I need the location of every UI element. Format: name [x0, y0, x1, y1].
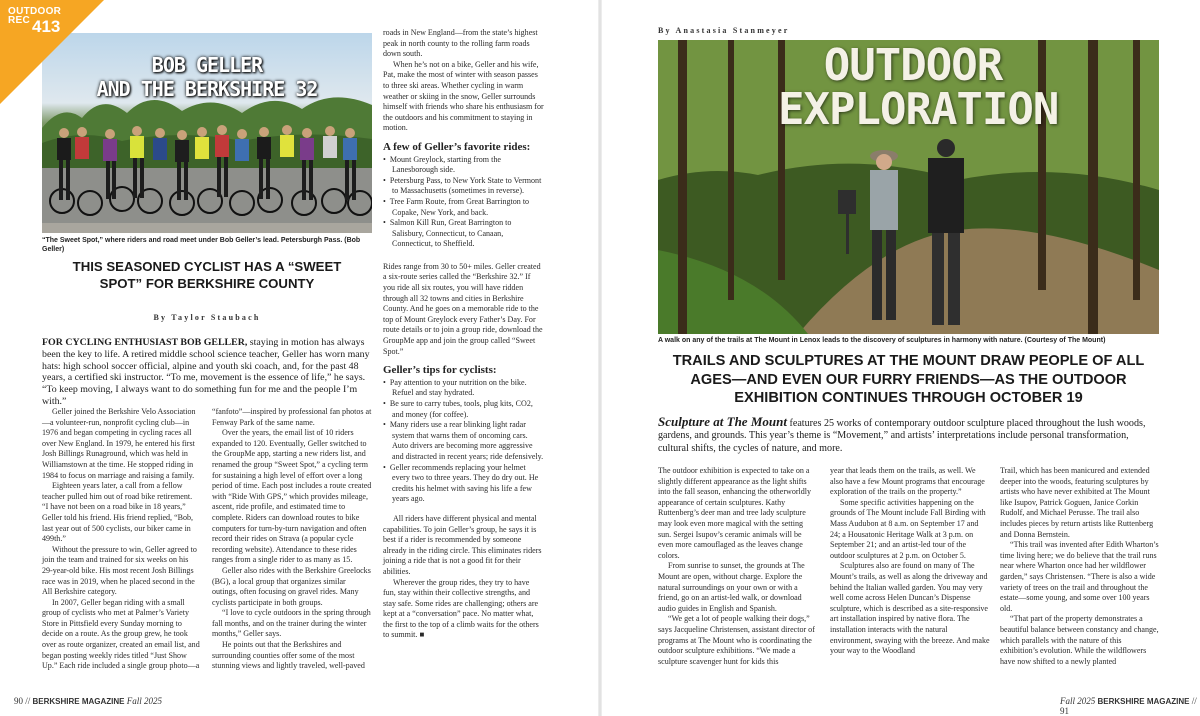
- favorites-item-text: Mount Greylock, starting from the Lanesborough side.: [389, 154, 501, 175]
- left-footer-issue: Fall 2025: [126, 696, 163, 706]
- right-col2-para: Some specific activities happening on the grounds of The Mount include Fall Birding with Mass Audubon at 8 a.m. on September 17 and 24; a Housatonic Heritage Walk at 3 p.m. on September 21; and an artist-led tour of the outdoor sculptures at 2 p.m. on October 5.: [830, 497, 986, 560]
- favorites-item-text: Petersburg Pass, to New York State to Vermont to Massachusetts (sometimes in reverse).: [389, 175, 542, 196]
- tab-label-line1: OUTDOOR: [8, 6, 62, 17]
- right-headline: [658, 352, 1159, 408]
- favorites-item-text: Salmon Kill Run, Great Barrington to Salisbury, Connecticut, to Canaan, Connecticut, to Sheffield.: [389, 218, 512, 249]
- right-column-3: [1000, 466, 1160, 667]
- left-col2-para: “fanfoto”—inspired by professional fan photos at Fenway Park of the same name.: [212, 407, 372, 427]
- tips-item-text: Be sure to carry tubes, tools, plug kits, CO2, and money (for coffee).: [389, 399, 533, 419]
- left-col2-para: Geller also rides with the Berkshire Greelocks (BG), a local group that organizes similar outings, often focusing on gravel rides. Many cyclists participate in both groups.: [212, 565, 371, 607]
- tab-label-line2: REC: [8, 15, 31, 26]
- tips-item-text: Geller recommends replacing your helmet every two to three years. They do dry out. He credits his helmet with saving his life a few years ago.: [389, 462, 539, 504]
- right-lede-text: features 25 works of contemporary outdoor sculpture placed throughout the lush woods, gardens, and grounds. This year’s theme is “Movement,” and artists’ interpretations include personal transformation, cultural shifts, the cycles of nature, and more.: [658, 418, 1146, 454]
- spread-gutter: [598, 0, 602, 716]
- tips-item-text: Many riders use a rear blinking light radar system that warns them of oncoming cars. Auto drivers are becoming more aggressive and distracted in recent years; ride defensively.: [389, 420, 544, 461]
- right-headline-line1: TRAILS AND SCULPTURES AT THE MOUNT DRAW PEOPLE OF ALL: [672, 353, 1145, 369]
- right-footer: Fall 2025 BERKSHIRE MAGAZINE // 91: [1060, 696, 1197, 716]
- left-column-1: [42, 407, 200, 672]
- left-lede: [42, 337, 372, 408]
- favorites-item-text: Tree Farm Route, from Great Barrington to Copake, New York, and back.: [389, 196, 530, 217]
- favorites-item: • Petersburg Pass, to New York State to Vermont to Massachusetts (sometimes in reverse).: [383, 175, 542, 196]
- left-lede-text: staying in motion has always been the key to life. A retired middle school science teacher, Geller has worn many hats: high school soccer official, alpine and youth ski coach, and, for the past 48 years, a certified ski instructor. “To me, movement is the essence of life,” he says. “To keep moving, I always want to do something fun for me and the people I’m with.”: [42, 337, 370, 407]
- left-col1-para: In 2007, Geller began riding with a small group of cyclists who met at Palmer’s Variety Store in Pittsfield every Sunday morning to decide on a route. As the group grew, he took over as route organizer, created an email list, and began posting weekly rides titled “Just Show Up.” Each ride included a single group photo—a: [42, 597, 200, 671]
- left-col2-para: “I love to cycle outdoors in the spring through fall months, and on the trainer during the winter months,” Geller says.: [212, 608, 371, 639]
- left-col2-para: He points out that the Berkshires and surrounding counties offer some of the most stunning views and lightly traveled, well-paved: [212, 640, 365, 671]
- favorites-item: • Salmon Kill Run, Great Barrington to Salisbury, Connecticut, to Canaan, Connecticut, to Sheffield.: [383, 218, 512, 249]
- right-lede-bold: Sculpture at The Mount: [658, 414, 787, 429]
- right-col3-para: “This trail was invented after Edith Wharton’s time living here; we do believe that the trail runs near where Wharton once had her wildflower garden,” says Christensen. “There is also a wide variety of trees on the trail and throughout the estate—some young, and some over 100 years old.: [1000, 540, 1159, 613]
- favorites-heading: A few of Geller’s favorite rides:: [383, 140, 531, 153]
- right-col3-para: Trail, which has been manicured and extended deeper into the woods, featuring sculptures by artists who have never exhibited at The Mount like Isupov, Patrick Goguen, Janice Corkin Rudolf, and Michael Perusse. The trail also includes pieces by return artists like Ruttenberg and Donna Bernstein.: [1000, 466, 1154, 539]
- right-lede: [658, 416, 1159, 455]
- photo-title-line2: EXPLORATION: [778, 84, 1059, 135]
- right-headline-line2: AGES—AND EVEN OUR FURRY FRIENDS—AS THE OUTDOOR: [690, 371, 1127, 388]
- photo-title-line1: BOB GELLER: [151, 53, 263, 77]
- left-col2-para: Over the years, the email list of 10 riders expanded to 120. Eventually, Geller switched to the GroupMe app, starting a new riders list, and renamed the group “Sweet Spot,” a cycling term for sustaining a high level of effort over a long period of time. Each post includes a route created with “Ride With GPS,” which provides mileage, ascent, ride profile, and estimated time to complete. Riders can download routes to bike computers for turn-by-turn navigation and often record their rides on Strava (a popular cycle recording website). Attendance to these rides ranges from a single rider to as many as 15.: [212, 428, 372, 565]
- right-footer-issue: Fall 2025: [1060, 696, 1096, 706]
- left-byline: By Taylor Staubach: [153, 313, 261, 322]
- left-col3-para: roads in New England—from the state’s highest peak in north county to the rolling farm roads down south.: [383, 28, 538, 59]
- right-column-2: [830, 466, 990, 657]
- left-col3-para: Wherever the group rides, they try to have fun, stay within their collective strengths, and stay safe. Some rides are challenging; others are kept at a “conversation” pace. No matter what, the first to the top of a climb waits for the others to summit. ■: [383, 577, 539, 640]
- left-col3-para: Rides range from 30 to 50+ miles. Geller created a six-route series called the “Berkshire 32.” If you ride all six routes, you will have ridden through all 32 towns and cities in Berkshire County. And he goes on a memorable ride to the top of Mount Greylock every Father’s Day. For route details or to join a group ride, download the GroupMe app and join the group called “Sweet Spot.”: [383, 261, 543, 356]
- photo-title-line2: AND THE BERKSHIRE 32: [96, 77, 318, 101]
- left-col3-para: When he’s not on a bike, Geller and his wife, Pat, make the most of winter with season passes to three ski areas. Whether cycling in warm weather or skiing in the snow, Geller surrounds himself with friends who share his enthusiasm for the outdoors and his commitment to staying in motion.: [383, 59, 544, 133]
- left-col3-para: All riders have different physical and mental capabilities. To join Geller’s group, he says it is best if a rider is recommended by someone already in the riding circle. This eliminates riders joining a ride that is not a good fit for their abilities.: [383, 513, 542, 576]
- section-tab-number: 413: [32, 17, 61, 36]
- left-col1-para: Eighteen years later, a call from a fellow teacher pulled him out of road bike retirement. “I have not been on a road bike in 18 years,” Geller told his friend. His friend replied, “Bob, last year out of 500 cyclists, our biker came in 499th.”: [42, 481, 194, 544]
- left-footer: 90 // BERKSHIRE MAGAZINE Fall 2025: [14, 696, 163, 706]
- tips-item-text: Pay attention to your nutrition on the bike. Refuel and stay hydrated.: [389, 377, 527, 398]
- photo-title-line1: OUTDOOR: [823, 40, 1003, 91]
- tips-item: • Pay attention to your nutrition on the bike. Refuel and stay hydrated.: [383, 377, 527, 398]
- left-footer-magazine: BERKSHIRE MAGAZINE: [32, 697, 125, 706]
- tips-item: • Many riders use a rear blinking light radar system that warns them of oncoming cars. Auto drivers are becoming more aggressive and distracted in recent years; ride defensively.: [383, 420, 544, 461]
- right-byline: By Anastasia Stanmeyer: [658, 26, 790, 35]
- favorites-item: • Tree Farm Route, from Great Barrington to Copake, New York, and back.: [383, 196, 530, 217]
- cyclists-photo-caption: “The Sweet Spot,” where riders and road meet under Bob Geller’s lead. Petersburgh Pass. (Bob Geller): [42, 237, 361, 253]
- right-footer-magazine: BERKSHIRE MAGAZINE: [1097, 697, 1190, 706]
- tips-item: • Be sure to carry tubes, tools, plug kits, CO2, and money (for coffee).: [383, 399, 533, 419]
- right-col1-para: The outdoor exhibition is expected to take on a slightly different appearance as the light shifts into the fall season, enhancing the otherworldly appearance of certain sculptures. Kathy Ruttenberg’s deer man and tree lady sculpture may look even more magical with the setting sun. Sergei Isupov’s ceramic animals will be even more camouflaged as the leaves change colors.: [658, 466, 812, 560]
- left-headline-line2: SPOT” FOR BERKSHIRE COUNTY: [99, 276, 315, 291]
- left-lede-caps: FOR CYCLING ENTHUSIAST BOB GELLER,: [42, 337, 248, 348]
- left-column-3: [383, 28, 544, 641]
- left-headline-line1: THIS SEASONED CYCLIST HAS A “SWEET: [72, 259, 342, 274]
- right-column-1: [658, 466, 818, 667]
- favorites-item: • Mount Greylock, starting from the Lanesborough side.: [383, 154, 501, 175]
- right-col2-para: year that leads them on the trails, as well. We also have a few Mount programs that encourage exploration of the trails on the property.”: [830, 466, 985, 497]
- right-col1-para: “We get a lot of people walking their dogs,” says Jacqueline Christensen, assistant director of programs at The Mount who is coordinating the outdoor sculpture exhibitions. “We made a sculpture scavenger hunt for kids this: [658, 614, 815, 666]
- left-footer-page: 90: [14, 696, 23, 706]
- left-col1-para: Without the pressure to win, Geller agreed to join the team and trained for six weeks on his 29-year-old bike. His most recent Josh Billings race was in 2019, when he placed second in the All Berkshire category.: [42, 544, 197, 597]
- tips-item: • Geller recommends replacing your helmet every two to three years. They do dry out. He credits his helmet with saving his life a few years ago.: [383, 462, 539, 504]
- tips-heading: Geller’s tips for cyclists:: [383, 364, 497, 377]
- left-col1-para: Geller joined the Berkshire Velo Association—a volunteer-run, nonprofit cycling club—in 1976 and began competing in cycling races all over New England. In 1979, he entered his first Josh Billings Runaground, which was held in Williamstown at the time. He stopped riding in 1984 to focus on marriage and raising a family.: [42, 407, 196, 480]
- right-headline-line3: EXHIBITION CONTINUES THROUGH OCTOBER 19: [734, 390, 1083, 406]
- right-col2-para: Sculptures also are found on many of The Mount’s trails, as well as along the driveway and behind the Italian walled garden. You may very well come across Helen Duncan’s Dispense sculpture, which is described as a site-responsive art installation inspired by native flora. The installation interacts with the natural environment, swaying with the breeze. And make your way to the Woodland: [830, 561, 990, 656]
- left-headline: [42, 258, 372, 292]
- trail-photo: [658, 40, 1159, 334]
- right-col1-para: From sunrise to sunset, the grounds at The Mount are open, without charge. Explore the natural surroundings on your own or with a friend, go on an artist-led walk, or download audio guides in English and Spanish.: [658, 561, 805, 613]
- right-col3-para: “That part of the property demonstrates a beautiful balance between constancy and change, which parallels with the nature of this exhibition’s evolution. While the wildflowers have now shifted to a newly planted: [1000, 614, 1159, 666]
- left-column-2: [212, 407, 372, 672]
- trail-photo-caption: A walk on any of the trails at The Mount in Lenox leads to the discovery of sculptures in harmony with nature. (Courtesy of The Mount): [658, 337, 1106, 344]
- right-footer-page: 91: [1060, 706, 1069, 716]
